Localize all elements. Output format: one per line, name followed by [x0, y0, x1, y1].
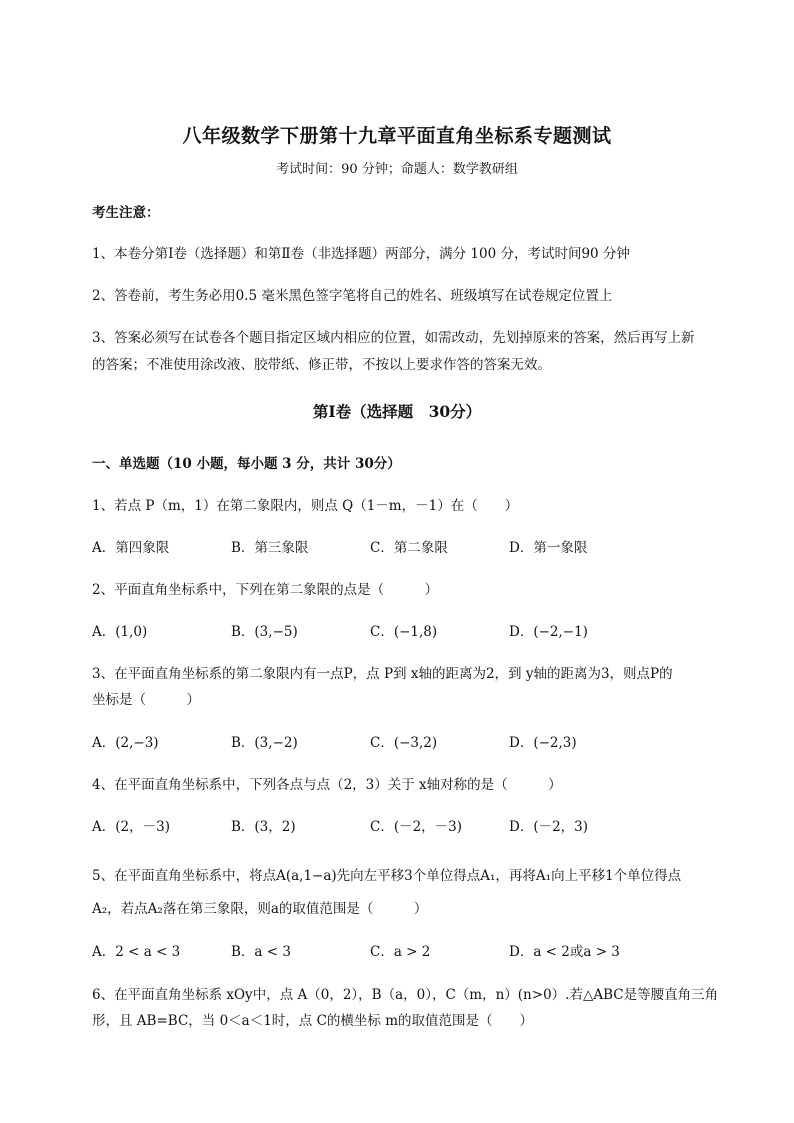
option-c: C．(−1,8) — [370, 624, 438, 640]
option-d: D．(－2，3) — [509, 819, 589, 835]
question-stem-6: 6、在平面直角坐标系 xOy中，点 A（0，2），B（a，0），C（m，n）(n>0）.若△ABC是等腰直角三角 — [92, 987, 719, 1003]
question-stem-3-cont: 坐标是（ ） — [92, 692, 200, 708]
question-stem-1: 1、若点 P（m，1）在第二象限内，则点 Q（1－m，－1）在（ ） — [92, 498, 519, 514]
option-a: A．(1,0) — [92, 624, 148, 640]
question-stem-4: 4、在平面直角坐标系中，下列各点与点（2，3）关于 x轴对称的是（ ） — [92, 777, 562, 793]
question-stem-6-cont: 形，且 AB=BC，当 0＜a＜1时，点 C的横坐标 m的取值范围是（ ） — [92, 1013, 534, 1029]
option-c: C．(－2，－3) — [370, 819, 463, 835]
option-b: B．(3,−2) — [231, 735, 298, 751]
option-b: B．第三象限 — [231, 540, 309, 556]
option-d: D．a < 2或a > 3 — [509, 944, 620, 960]
option-b: B．(3，2) — [231, 819, 296, 835]
page-title: 八年级数学下册第十九章平面直角坐标系专题测试 — [182, 125, 612, 147]
part1-title: 第Ⅰ卷（选择题 30分） — [312, 402, 482, 421]
option-c: C．a > 2 — [370, 944, 431, 960]
option-b: B．a < 3 — [231, 944, 291, 960]
notice-item: 2、答卷前，考生务必用0.5 毫米黑色签字笔将自己的姓名、班级填写在试卷规定位置上 — [92, 288, 613, 304]
exam-subtitle: 考试时间：90 分钟；命题人：数学教研组 — [276, 162, 518, 177]
section-heading: 一、单选题（10 小题，每小题 3 分，共计 30分） — [92, 456, 401, 472]
option-c: C．(−3,2) — [370, 735, 438, 751]
option-c: C．第二象限 — [370, 540, 448, 556]
question-stem-3: 3、在平面直角坐标系的第二象限内有一点P，点 P到 x轴的距离为2，到 y轴的距离为3，则点P的 — [92, 666, 673, 682]
notice-item: 1、本卷分第Ⅰ卷（选择题）和第Ⅱ卷（非选择题）两部分，满分 100 分，考试时间90 分钟 — [92, 246, 630, 262]
option-b: B．(3,−5) — [231, 624, 298, 640]
question-stem-5-cont: A₂，若点A₂落在第三象限，则a的取值范围是（ ） — [92, 901, 428, 917]
notice-item: 的答案；不准使用涂改液、胶带纸、修正带，不按以上要求作答的答案无效。 — [92, 357, 551, 373]
question-stem-5: 5、在平面直角坐标系中，将点A(a,1−a)先向左平移3个单位得点A₁，再将A₁向上平移1个单位得点 — [92, 868, 682, 884]
option-d: D．(−2,3) — [509, 735, 577, 751]
option-d: D．(−2,−1) — [509, 624, 588, 640]
question-stem-2: 2、平面直角坐标系中，下列在第二象限的点是（ ） — [92, 582, 439, 598]
option-a: A．第四象限 — [92, 540, 170, 556]
option-a: A．(2,−3) — [92, 735, 159, 751]
option-a: A．2 < a < 3 — [92, 944, 181, 960]
notice-item: 3、答案必须写在试卷各个题目指定区域内相应的位置，如需改动，先划掉原来的答案，然后再写上新 — [92, 330, 695, 346]
option-a: A．(2，－3) — [92, 819, 170, 835]
notice-heading: 考生注意： — [92, 205, 160, 221]
option-d: D．第一象限 — [509, 540, 588, 556]
